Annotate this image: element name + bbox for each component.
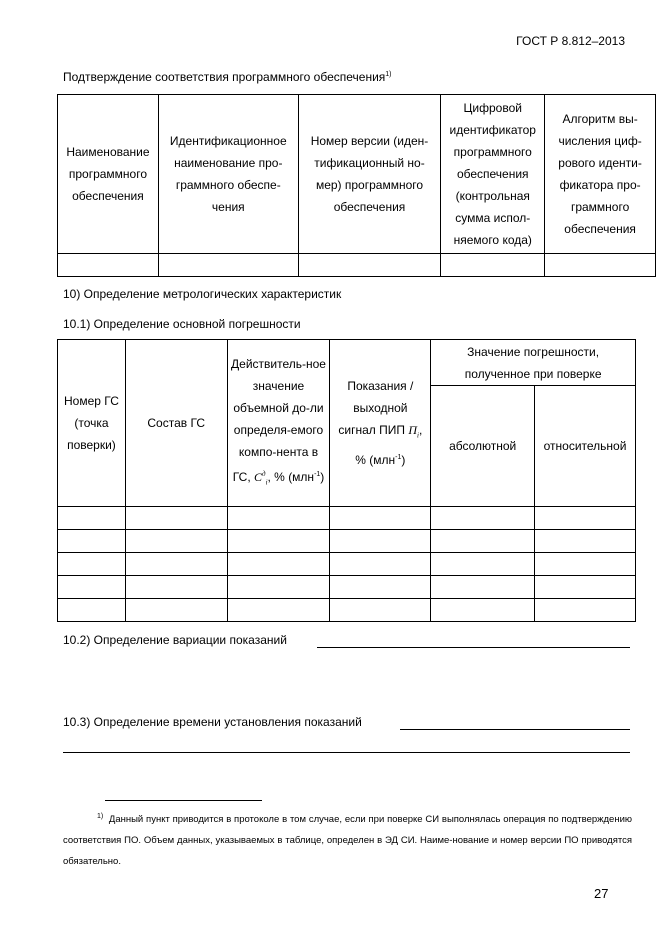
reading-unit-sup: -1 [395, 453, 402, 461]
table-row [58, 576, 636, 599]
col-reading [330, 340, 431, 507]
software-section-title [63, 70, 392, 84]
table-cell[interactable] [330, 576, 431, 599]
table-cell[interactable] [227, 599, 330, 622]
col-error-abs: абсолютной [431, 386, 535, 507]
table-row [58, 553, 636, 576]
error-table [57, 339, 636, 622]
table-cell[interactable] [441, 254, 545, 277]
section-10-1-title: 10.1) Определение основной погрешности [63, 317, 301, 331]
table-cell[interactable] [125, 599, 227, 622]
col-error-group: Значение погрешности, полученное при поверке [431, 340, 636, 386]
table-row [58, 530, 636, 553]
table-cell[interactable] [227, 576, 330, 599]
reading-unit: , % (млн [355, 423, 423, 467]
table-cell[interactable] [431, 599, 535, 622]
footnote-text: Данный пункт приводится в протоколе в том случае, если при поверке СИ выполнялась операция по подтверждению соответствия ПО. Объем данных, указываемых в таблице, определен в ЭД СИ. Наиме-нование и номер версии ПО приводятся обязательно. [63, 814, 633, 868]
table-cell[interactable] [227, 553, 330, 576]
table-cell[interactable] [431, 507, 535, 530]
sw-col-version: Номер версии (иден-тификационный но-мер) программного обеспечения [298, 95, 441, 254]
reading-symbol: П [408, 423, 417, 438]
table-row [58, 507, 636, 530]
sw-col-digital-id: Цифровой идентификатор программного обеспечения (контрольная сумма испол-няемого кода) [441, 95, 545, 254]
col-composition: Состав ГС [125, 340, 227, 507]
actual-value-sub: i [265, 478, 268, 487]
table-cell[interactable] [431, 576, 535, 599]
table-cell[interactable] [58, 599, 126, 622]
page-number: 27 [594, 886, 609, 901]
table-cell[interactable] [330, 507, 431, 530]
table-cell[interactable] [58, 530, 126, 553]
table-cell[interactable] [227, 530, 330, 553]
variation-fill-line[interactable] [317, 647, 630, 648]
actual-value-unit-sup: -1 [314, 470, 321, 478]
table-cell[interactable] [58, 553, 126, 576]
reading-unit-end: ) [401, 452, 406, 467]
actual-value-label: Действитель-ное значение объемной до-ли определя-емого компо-нента в ГС, [231, 356, 326, 484]
table-cell[interactable] [330, 530, 431, 553]
actual-value-unit-end: ) [320, 469, 325, 484]
footnote-separator [105, 800, 262, 801]
table-row [58, 254, 656, 277]
sw-col-name: Наименование программного обеспечения [58, 95, 159, 254]
settling-time-fill-line[interactable] [400, 729, 630, 730]
table-cell[interactable] [58, 254, 159, 277]
footnote-ref: 1) [385, 71, 392, 78]
software-title-text: Подтверждение соответствия программного обеспечения [63, 70, 386, 84]
footnote-mark: 1) [97, 813, 104, 820]
table-cell[interactable] [330, 553, 431, 576]
table-cell[interactable] [330, 599, 431, 622]
col-error-rel: относительной [535, 386, 636, 507]
standard-code: ГОСТ Р 8.812–2013 [516, 34, 625, 48]
table-cell[interactable] [535, 576, 636, 599]
table-cell[interactable] [545, 254, 656, 277]
col-gs-number: Номер ГС (точка поверки) [58, 340, 126, 507]
actual-value-symbol: C [254, 469, 263, 484]
col-actual-value [227, 340, 330, 507]
table-cell[interactable] [535, 507, 636, 530]
table-cell[interactable] [125, 576, 227, 599]
table-cell[interactable] [535, 553, 636, 576]
table-cell[interactable] [535, 599, 636, 622]
reading-sub: i [417, 431, 419, 440]
section-10-title: 10) Определение метрологических характеристик [63, 287, 342, 301]
table-cell[interactable] [158, 254, 298, 277]
table-cell[interactable] [125, 553, 227, 576]
actual-value-unit: , % (млн [267, 469, 315, 484]
table-cell[interactable] [58, 576, 126, 599]
table-cell[interactable] [535, 530, 636, 553]
table-cell[interactable] [125, 530, 227, 553]
table-cell[interactable] [227, 507, 330, 530]
section-10-2-title: 10.2) Определение вариации показаний [63, 633, 287, 647]
table-cell[interactable] [431, 530, 535, 553]
table-cell[interactable] [298, 254, 441, 277]
sw-col-id-name: Идентификационное наименование про-граммного обеспе-чения [158, 95, 298, 254]
settling-time-fill-line-2[interactable] [63, 752, 630, 753]
reading-label: Показания / выходной сигнал ПИП [338, 379, 414, 438]
footnote [63, 806, 632, 872]
table-cell[interactable] [58, 507, 126, 530]
table-cell[interactable] [431, 553, 535, 576]
table-cell[interactable] [125, 507, 227, 530]
table-row [58, 599, 636, 622]
actual-value-sup: д [262, 469, 266, 478]
section-10-3-title: 10.3) Определение времени установления показаний [63, 715, 362, 729]
software-table [57, 94, 656, 277]
sw-col-algorithm: Алгоритм вы-числения циф-рового иденти-фикатора про-граммного обеспечения [545, 95, 656, 254]
